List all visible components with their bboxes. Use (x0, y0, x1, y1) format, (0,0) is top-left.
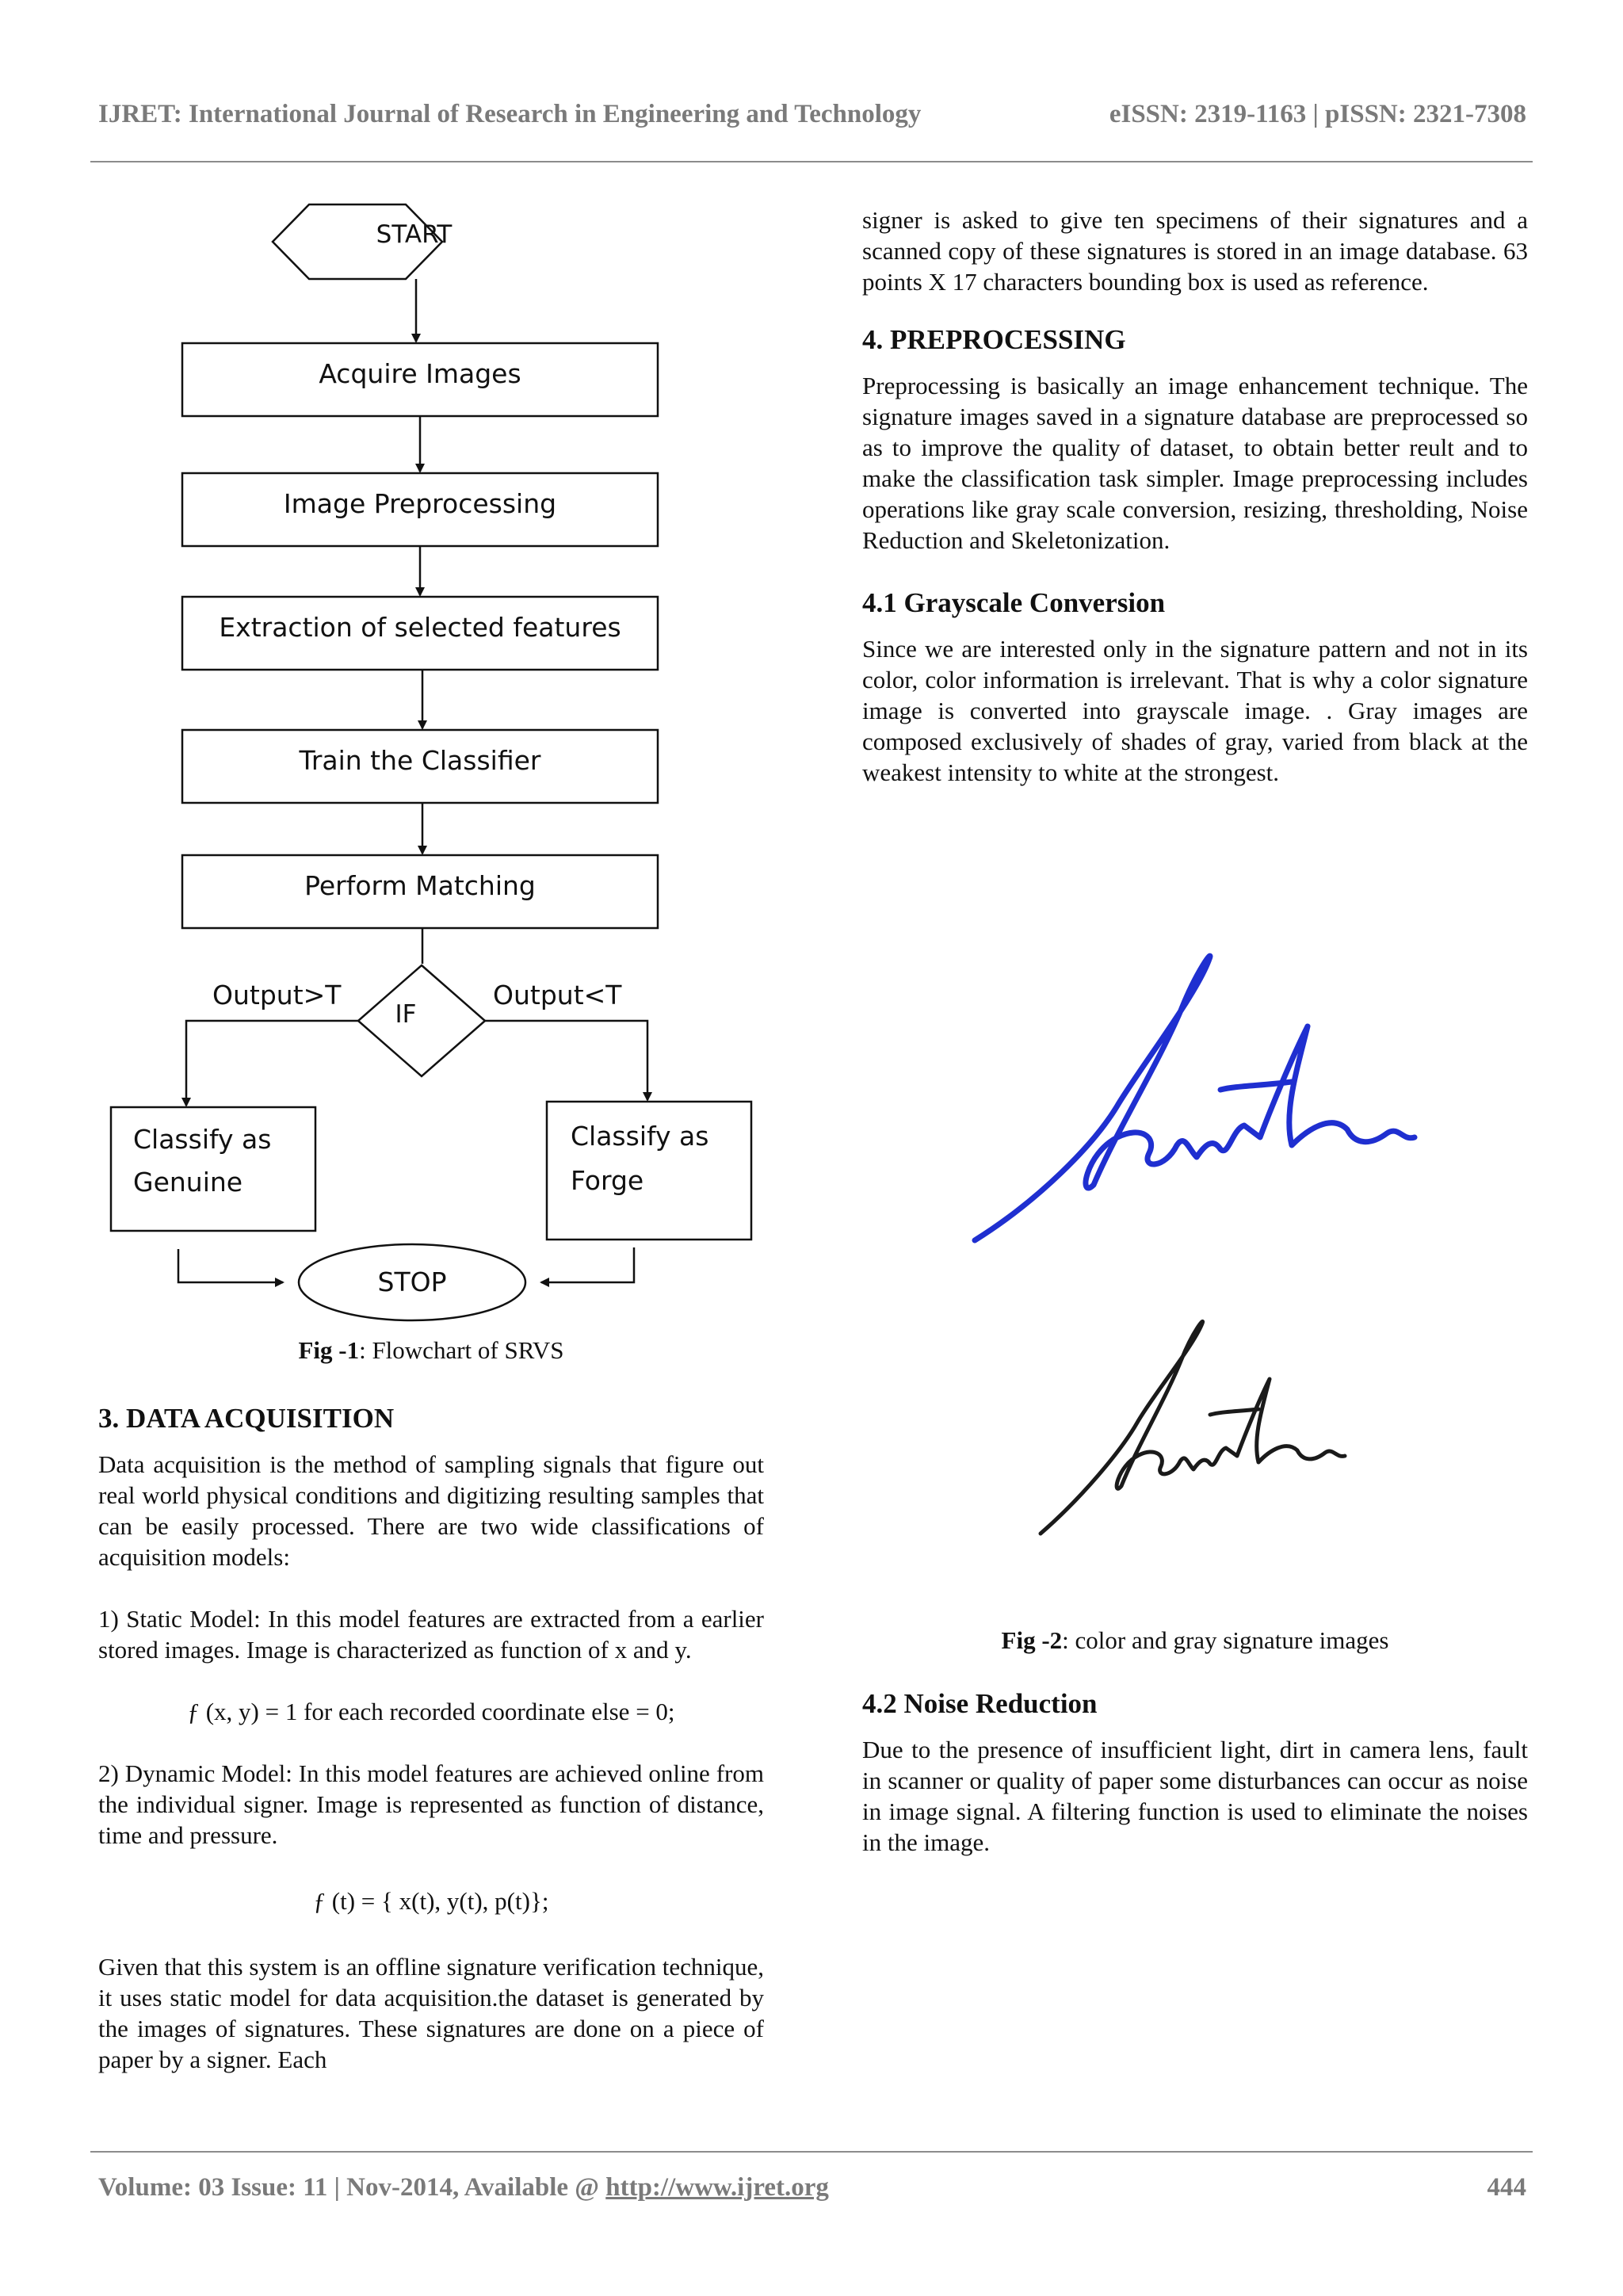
flow-stop-label: STOP (377, 1266, 447, 1297)
section-3-p3: 2) Dynamic Model: In this model features are achieved online from the individual signer. Image is represented as function of distance, time and pressure. (98, 1759, 764, 1849)
section-42-p1: Due to the presence of insufficient light, dirt in camera lens, fault in scanner or quality of paper some disturbances can occur as noise in image signal. A filtering function is used to eliminate the noises in the image. (862, 1736, 1528, 1856)
flow-step-2-label: Image Preprocessing (283, 488, 557, 519)
fig2-label: Fig -2 (1001, 1626, 1063, 1654)
flow-genuine-label-1: Classify as (133, 1124, 272, 1155)
issn: eISSN: 2319-1163 | pISSN: 2321-7308 (1109, 100, 1526, 128)
flow-left-branch-label: Output>T (212, 980, 342, 1010)
arrow-right-branch (485, 1021, 647, 1100)
section-42-heading: 4.2 Noise Reduction (862, 1688, 1098, 1719)
journal-title: IJRET: International Journal of Research in Engineering and Technology (98, 100, 922, 128)
arrow-left-branch (186, 1021, 358, 1106)
section-3-p2: 1) Static Model: In this model features are extracted from a earlier stored images. Image is characterized as function of x and y. (98, 1605, 764, 1664)
flow-genuine-label-2: Genuine (133, 1167, 243, 1198)
equation-dynamic: ƒ (t) = { x(t), y(t), p(t)}; (313, 1887, 549, 1915)
section-42 (862, 1687, 1528, 1858)
right-column-top (862, 204, 1528, 788)
flow-step-1-label: Acquire Images (319, 358, 521, 389)
right-intro: signer is asked to give ten specimens of their signatures and a scanned copy of these signatures is stored in an image database. 63 points X 17 characters bounding box is used as reference. (862, 206, 1528, 296)
equation-static: ƒ (x, y) = 1 for each recorded coordinate else = 0; (187, 1698, 675, 1725)
section-3-p4: Given that this system is an offline signature verification technique, it uses static model for data acquisition.the dataset is generated by the images of signatures. These signatures are done on a piece of paper by a signer. Each (98, 1953, 764, 2073)
fig1-label: Fig -1 (298, 1336, 360, 1364)
signature-color-image (959, 947, 1426, 1256)
flow-right-branch-label: Output<T (493, 980, 622, 1010)
flow-forge-label-1: Classify as (571, 1121, 709, 1152)
fig2-text: : color and gray signature images (1062, 1626, 1389, 1654)
arrow-genuine-stop (178, 1249, 283, 1282)
footer-rule (90, 2151, 1533, 2153)
footer-url-link[interactable]: http://www.ijret.org (605, 2173, 829, 2202)
flow-step-3-label: Extraction of selected features (219, 612, 621, 643)
footer-volume-text: Volume: 03 Issue: 11 | Nov-2014, Available @ (98, 2173, 606, 2202)
footer-volume (98, 2173, 829, 2202)
signature-gray-image (1034, 1316, 1351, 1545)
section-3-p1: Data acquisition is the method of sampling signals that figure out real world physical conditions and digitizing resulting samples that can be easily processed. There are two wide classifications of acquisition models: (98, 1450, 764, 1571)
section-4-heading: 4. PREPROCESSING (862, 324, 1126, 355)
flow-step-5-label: Perform Matching (304, 870, 536, 901)
flow-step-4-label: Train the Classifier (299, 745, 541, 776)
arrow-forge-stop (541, 1247, 634, 1282)
flow-decision-label: IF (395, 1000, 417, 1029)
section-4-p1: Preprocessing is basically an image enhancement technique. The signature images saved in a signature database are preprocessed so as to improve the quality of dataset, to obtain better reult and to make the classification task simpler. Image preprocessing includes operations like gray scale conversion, resizing, thresholding, Noise Reduction and Skeletonization. (862, 372, 1528, 554)
fig2-caption (862, 1626, 1528, 1655)
flow-forge-label-2: Forge (571, 1165, 644, 1196)
section-41-p1: Since we are interested only in the signature pattern and not in its color, color information is irrelevant. That is why a color signature image is converted into grayscale image. . Gray images are composed exclusively of shades of gray, varied from black at the weakest intensity to white at the strongest. (862, 635, 1528, 786)
header-rule (90, 161, 1533, 162)
fig1-caption (98, 1336, 764, 1365)
flow-start-label: START (376, 220, 453, 249)
page-number: 444 (1487, 2173, 1526, 2202)
section-3-heading: 3. DATA ACQUISITION (98, 1403, 395, 1434)
section-41-heading: 4.1 Grayscale Conversion (862, 587, 1166, 618)
section-3 (98, 1401, 764, 2075)
fig1-text: : Flowchart of SRVS (359, 1336, 564, 1364)
